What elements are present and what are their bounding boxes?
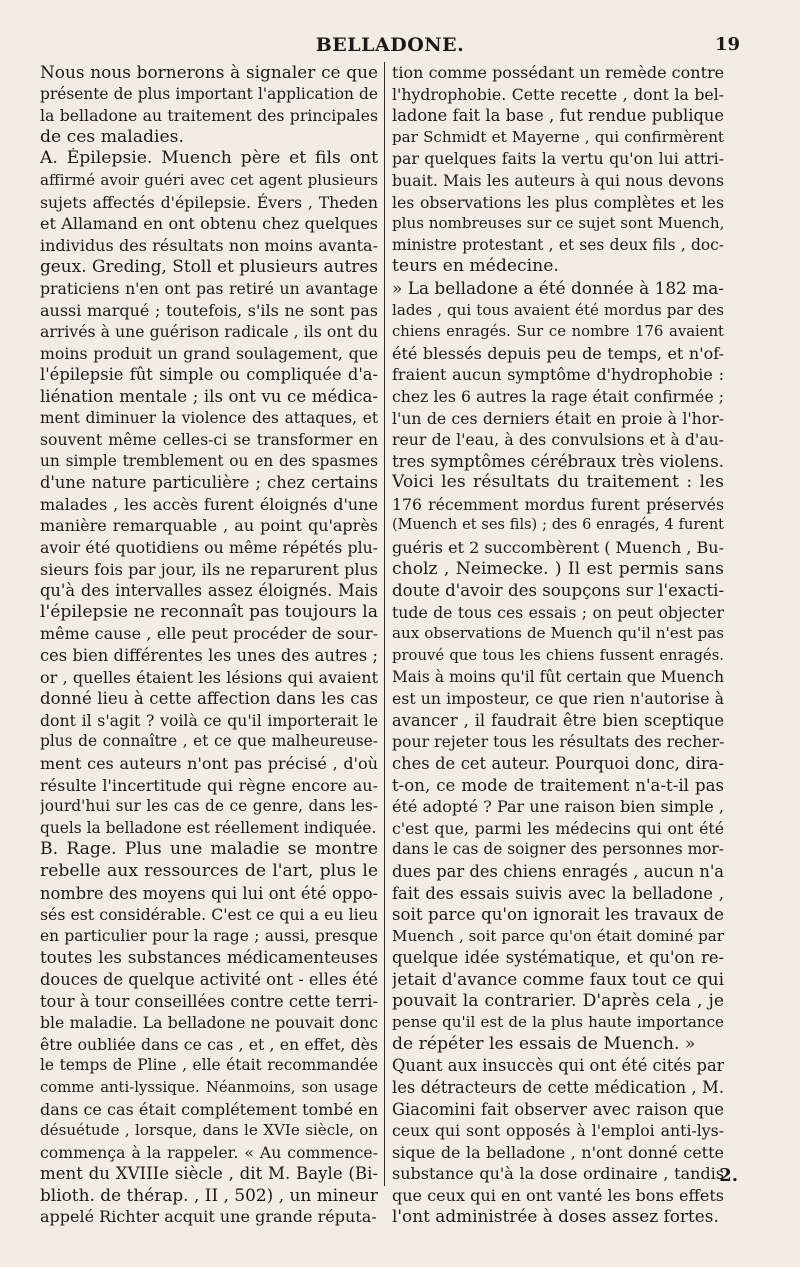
- page-number: 19: [714, 34, 740, 55]
- text-line: être oubliée dans ce cas , et , en effet, dès: [40, 1034, 378, 1054]
- text-line: résulte l'incertitude qui règne encore au-: [40, 775, 378, 795]
- text-line: que ceux qui en ont vanté les bons effets: [392, 1185, 724, 1205]
- text-line: Muench , soit parce qu'on était dominé par: [392, 926, 724, 945]
- text-line: même cause , elle peut procéder de sour-: [40, 624, 378, 644]
- text-line: ches de cet auteur. Pourquoi donc, dira-: [392, 754, 724, 773]
- text-line: ble maladie. La belladone ne pouvait donc: [40, 1013, 378, 1033]
- text-line: chiens enragés. Sur ce nombre 176 avaient: [392, 323, 724, 341]
- text-line: par Schmidt et Mayerne , qui confirmèrent: [392, 127, 724, 146]
- text-line: donné lieu à cette affection dans les cas: [40, 689, 378, 709]
- text-line: teurs en médecine.: [392, 256, 559, 277]
- text-line: rebelle aux ressources de l'art, plus le: [40, 860, 378, 881]
- text-line: plus de connaître , et ce que malheureuse-: [40, 732, 378, 751]
- text-line: reur de l'eau, à des convulsions et à d'au-: [392, 430, 724, 450]
- text-line: tude de tous ces essais ; on peut objecter: [392, 602, 724, 622]
- text-line: substance qu'à la dose ordinaire , tandis: [392, 1164, 724, 1184]
- text-line: 176 récemment mordus furent préservés: [392, 494, 724, 514]
- text-line: arrivés à une guérison radicale , ils ont du: [40, 322, 378, 342]
- text-line: sés est considérable. C'est ce qui a eu lieu: [40, 905, 378, 925]
- page-header: [40, 34, 740, 58]
- text-line: dans le cas de soigner des personnes mor-: [392, 840, 724, 859]
- text-line: doute d'avoir des soupçons sur l'exacti-: [392, 581, 724, 601]
- text-line: buait. Mais les auteurs à qui nous devons: [392, 170, 724, 190]
- text-line: nombre des moyens qui lui ont été oppo-: [40, 883, 378, 903]
- text-line: t-on, ce mode de traitement n'a-t-il pas: [392, 775, 724, 795]
- text-line: l'ont administrée à doses assez fortes.: [392, 1206, 719, 1227]
- text-line: Giacomini fait observer avec raison que: [392, 1099, 724, 1119]
- text-line: ces bien différentes les unes des autres ;: [40, 646, 378, 666]
- text-line: soit parce qu'on ignorait les travaux de: [392, 905, 724, 925]
- text-line: sieurs fois par jour, ils ne reparurent plus: [40, 559, 378, 579]
- text-line: été adopté ? Par une raison bien simple ,: [392, 797, 724, 817]
- text-line: et Allamand en ont obtenu chez quelques: [40, 214, 378, 234]
- text-line: liénation mentale ; ils ont vu ce médica-: [40, 386, 378, 406]
- text-line: Voici les résultats du traitement : les: [392, 472, 724, 493]
- text-line: guéris et 2 succombèrent ( Muench , Bu-: [392, 538, 724, 558]
- text-line: en particulier pour la rage ; aussi, presque: [40, 926, 378, 945]
- text-line: l'épilepsie ne reconnaît pas toujours la: [40, 601, 378, 622]
- text-line: qu'à des intervalles assez éloignés. Mais: [40, 581, 378, 601]
- text-line: sujets affectés d'épilepsie. Évers , Theden: [40, 192, 378, 212]
- text-line: d'une nature particulière ; chez certains: [40, 473, 378, 493]
- text-line: (Muench et ses fils) ; des 6 enragés, 4 furent: [392, 517, 724, 534]
- text-line: ment ces auteurs n'ont pas précisé , d'où: [40, 754, 378, 773]
- text-line: avoir été quotidiens ou même répétés plu-: [40, 538, 378, 558]
- text-line: A. Épilepsie. Muench père et fils ont: [40, 148, 378, 169]
- signature-mark: 2.: [719, 1165, 738, 1186]
- text-line: souvent même celles-ci se transformer en: [40, 430, 378, 450]
- text-line: présente de plus important l'application de: [40, 84, 378, 103]
- right-column: [392, 62, 724, 1228]
- text-line: malades , les accès furent éloignés d'une: [40, 494, 378, 514]
- text-line: ministre protestant , et ses deux fils , doc-: [392, 235, 724, 254]
- text-line: été blessés depuis peu de temps, et n'of-: [392, 343, 724, 363]
- text-line: individus des résultats non moins avanta-: [40, 235, 378, 255]
- text-line: » La belladone a été donnée à 182 ma-: [392, 277, 724, 298]
- text-line: lades , qui tous avaient été mordus par des: [392, 300, 724, 319]
- text-line: fait des essais suivis avec la belladone ,: [392, 883, 724, 903]
- text-line: manière remarquable , au point qu'après: [40, 516, 378, 536]
- text-line: moins produit un grand soulagement, que: [40, 343, 378, 363]
- text-line: Mais à moins qu'il fût certain que Muench: [392, 667, 724, 686]
- text-line: quelque idée systématique, et qu'on re-: [392, 948, 724, 968]
- text-line: ment du XVIIIe siècle , dit M. Bayle (Bi-: [40, 1164, 378, 1184]
- text-line: les observations les plus complètes et les: [392, 192, 724, 212]
- text-line: douces de quelque activité ont - elles été: [40, 969, 378, 989]
- text-line: cholz , Neimecke. ) Il est permis sans: [392, 558, 724, 579]
- running-title: BELLADONE.: [315, 34, 465, 56]
- text-line: jourd'hui sur les cas de ce genre, dans les-: [40, 797, 378, 816]
- text-line: les détracteurs de cette médication , M.: [392, 1077, 724, 1097]
- text-line: avancer , il faudrait être bien sceptique: [392, 710, 724, 730]
- text-line: ceux qui sont opposés à l'emploi anti-lys-: [392, 1121, 724, 1141]
- text-line: geux. Greding, Stoll et plusieurs autres: [40, 256, 378, 277]
- text-line: aussi marqué ; toutefois, s'ils ne sont pas: [40, 300, 378, 320]
- text-line: le temps de Pline , elle était recommandée: [40, 1056, 378, 1075]
- text-line: B. Rage. Plus une maladie se montre: [40, 839, 378, 860]
- text-line: pour rejeter tous les résultats des recher-: [392, 732, 724, 752]
- text-line: sique de la belladone , n'ont donné cette: [392, 1142, 724, 1162]
- text-line: affirmé avoir guéri avec cet agent plusieurs: [40, 170, 378, 189]
- text-line: ladone fait la base , fut rendue publique: [392, 106, 724, 126]
- text-line: quels la belladone est réellement indiquée.: [40, 818, 377, 837]
- text-line: blioth. de thérap. , II , 502) , un mineur: [40, 1184, 378, 1205]
- text-line: praticiens n'en ont pas retiré un avantage: [40, 278, 378, 298]
- text-line: pense qu'il est de la plus haute importance: [392, 1013, 724, 1032]
- text-line: c'est que, parmi les médecins qui ont été: [392, 818, 724, 838]
- text-line: pouvait la contrarier. D'après cela , je: [392, 990, 724, 1011]
- text-line: ment diminuer la violence des attaques, et: [40, 408, 378, 427]
- text-line: prouvé que tous les chiens fussent enragés.: [392, 647, 724, 665]
- text-line: or , quelles étaient les lésions qui avaient: [40, 667, 378, 687]
- text-line: aux observations de Muench qu'il n'est pas: [392, 624, 724, 643]
- text-line: tour à tour conseillées contre cette terri-: [40, 991, 378, 1011]
- text-line: tion comme possédant un remède contre: [392, 63, 724, 82]
- text-line: Nous nous bornerons à signaler ce que: [40, 62, 378, 82]
- text-line: Quant aux insuccès qui ont été cités par: [392, 1056, 724, 1076]
- text-line: par quelques faits la vertu qu'on lui attri-: [392, 149, 724, 169]
- text-line: commença à la rappeler. « Au commence-: [40, 1142, 378, 1162]
- text-line: de répéter les essais de Muench. »: [392, 1033, 696, 1054]
- left-column: [40, 62, 378, 1228]
- text-line: désuétude , lorsque, dans le XVIe siècle, on: [40, 1121, 378, 1140]
- text-line: comme anti-lyssique. Néanmoins, son usage: [40, 1078, 378, 1096]
- text-line: toutes les substances médicamenteuses: [40, 948, 378, 968]
- text-line: l'un de ces derniers était en proie à l'hor-: [392, 408, 724, 428]
- text-line: tres symptômes cérébraux très violens.: [392, 451, 724, 471]
- text-line: est un imposteur, ce que rien n'autorise à: [392, 689, 724, 709]
- text-line: fraient aucun symptôme d'hydrophobie :: [392, 365, 724, 385]
- column-divider: [384, 62, 385, 1186]
- text-line: dans ce cas était complétement tombé en: [40, 1099, 378, 1119]
- text-line: dont il s'agit ? voilà ce qu'il importerait le: [40, 710, 378, 730]
- text-line: dues par des chiens enragés , aucun n'a: [392, 861, 724, 881]
- text-line: chez les 6 autres la rage était confirmée ;: [392, 386, 724, 406]
- text-line: un simple tremblement ou en des spasmes: [40, 451, 378, 470]
- text-line: l'hydrophobie. Cette recette , dont la bel-: [392, 84, 724, 104]
- text-line: l'épilepsie fût simple ou compliquée d'a-: [40, 365, 378, 385]
- text-line: la belladone au traitement des principales: [40, 106, 378, 126]
- text-line: de ces maladies.: [40, 126, 184, 147]
- text-line: jetait d'avance comme faux tout ce qui: [392, 968, 724, 989]
- text-line: plus nombreuses sur ce sujet sont Muench,: [392, 214, 724, 233]
- text-line: appelé Richter acquit une grande réputa-: [40, 1207, 377, 1227]
